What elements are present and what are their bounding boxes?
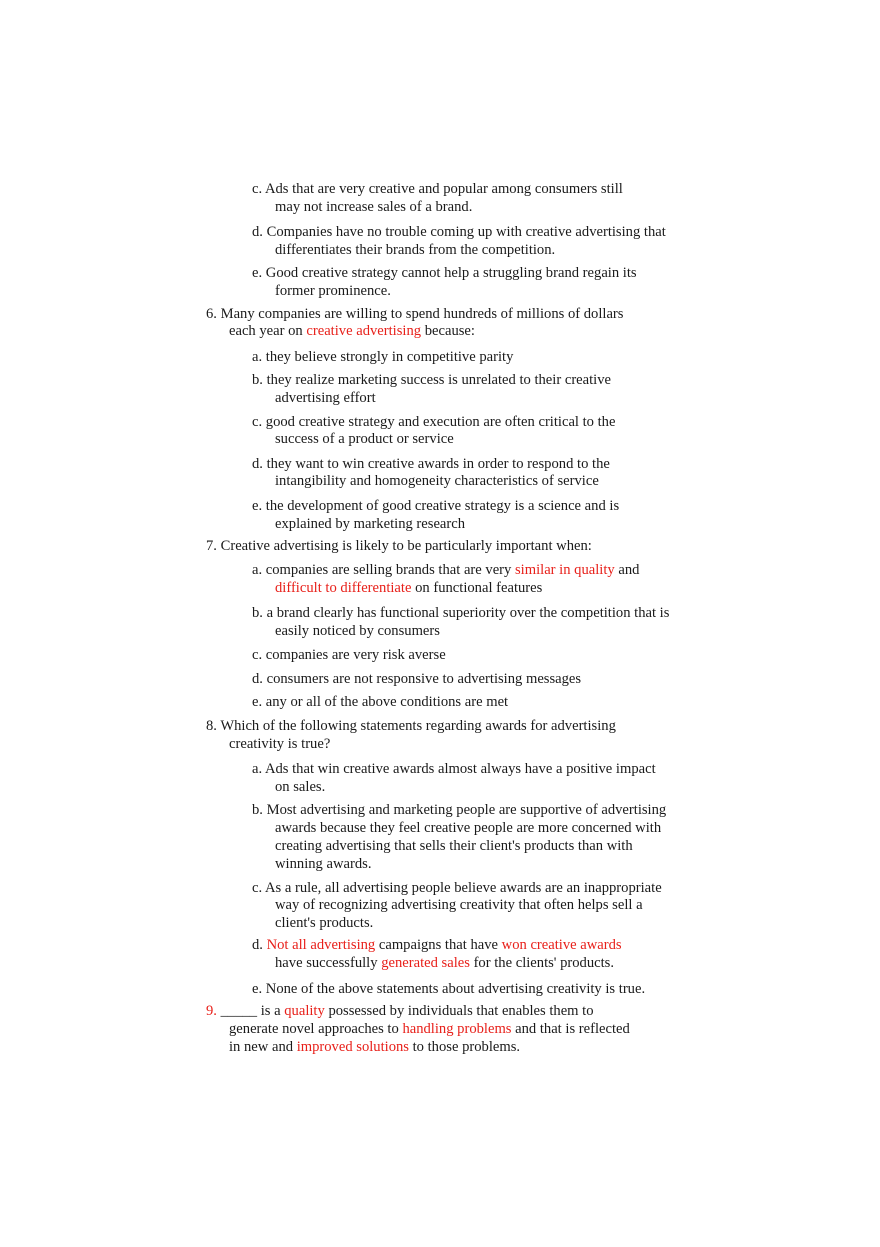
text-line: [252, 936, 622, 954]
text-line: [252, 670, 581, 688]
text-segment: each year on: [229, 323, 307, 339]
text-segment: d. consumers are not responsive to advertising messages: [252, 671, 582, 687]
text-line: [206, 717, 616, 735]
text-segment: b. a brand clearly has functional superiority over the competition that is: [252, 605, 670, 621]
highlighted-text: Not all advertising: [266, 937, 376, 953]
text-line: [252, 561, 639, 579]
text-line: [275, 430, 454, 448]
text-segment: intangibility and homogeneity characteristics of service: [275, 473, 599, 489]
text-line: [275, 896, 643, 914]
text-line: [252, 760, 656, 778]
text-line: [252, 180, 623, 198]
highlighted-text: handling problems: [402, 1021, 512, 1037]
highlighted-text: quality: [284, 1003, 325, 1019]
text-line: [275, 282, 391, 300]
text-segment: 7. Creative advertising is likely to be particularly important when:: [206, 538, 592, 554]
highlighted-text: difficult to differentiate: [275, 580, 412, 596]
highlighted-text: generated sales: [381, 955, 470, 971]
text-line: [275, 472, 599, 490]
text-line: [275, 389, 376, 407]
text-segment: c. good creative strategy and execution are often critical to the: [252, 414, 616, 430]
text-segment: e. the development of good creative strategy is a science and is: [252, 498, 620, 514]
text-segment: to those problems.: [408, 1039, 521, 1055]
text-line: [252, 223, 666, 241]
text-segment: d. they want to win creative awards in order to respond to the: [252, 456, 610, 472]
text-segment: e. any or all of the above conditions are met: [252, 694, 509, 710]
highlighted-text: creative advertising: [306, 323, 422, 339]
text-line: [206, 1002, 594, 1020]
text-line: [275, 579, 542, 597]
text-segment: b. they realize marketing success is unrelated to their creative: [252, 372, 612, 388]
text-segment: in new and: [229, 1039, 297, 1055]
text-line: [206, 537, 592, 555]
text-segment: advertising effort: [275, 390, 376, 406]
text-line: [275, 778, 325, 796]
text-segment: c. companies are very risk averse: [252, 647, 446, 663]
text-segment: c. Ads that are very creative and popular among consumers still: [252, 181, 623, 197]
text-line: [252, 497, 619, 515]
text-line: [275, 515, 465, 533]
text-line: [275, 914, 373, 932]
text-line: [252, 264, 637, 282]
text-line: [275, 241, 555, 259]
text-segment: way of recognizing advertising creativity that often helps sell a: [275, 897, 643, 913]
text-line: [252, 801, 666, 819]
text-line: [206, 305, 623, 323]
highlighted-text: improved solutions: [296, 1039, 409, 1055]
text-segment: and that is reflected: [511, 1021, 630, 1037]
text-segment: for the clients' products.: [469, 955, 614, 971]
text-line: [252, 455, 610, 473]
text-segment: differentiates their brands from the competition.: [275, 242, 556, 258]
text-segment: awards because they feel creative people are more concerned with: [275, 820, 662, 836]
text-line: [252, 604, 669, 622]
text-line: [275, 837, 633, 855]
text-line: [252, 371, 611, 389]
highlighted-text: similar in quality: [515, 562, 615, 578]
text-segment: may not increase sales of a brand.: [275, 199, 473, 215]
text-line: [229, 322, 475, 340]
text-segment: a. Ads that win creative awards almost always have a positive impact: [252, 761, 656, 777]
text-segment: c. As a rule, all advertising people believe awards are an inappropriate: [252, 880, 662, 896]
text-segment: success of a product or service: [275, 431, 454, 447]
text-line: [252, 413, 615, 431]
text-segment: 6. Many companies are willing to spend hundreds of millions of dollars: [206, 306, 624, 322]
text-segment: on sales.: [275, 779, 326, 795]
text-segment: easily noticed by consumers: [275, 623, 440, 639]
text-line: [252, 348, 513, 366]
text-segment: 8. Which of the following statements regarding awards for advertising: [206, 718, 616, 734]
text-line: [252, 980, 645, 998]
text-line: [229, 1038, 520, 1056]
text-line: [252, 646, 446, 664]
text-segment: have successfully: [275, 955, 382, 971]
text-segment: _____ is a: [216, 1003, 285, 1019]
text-line: [252, 693, 508, 711]
text-line: [275, 198, 472, 216]
text-line: [252, 879, 662, 897]
text-line: [229, 1020, 630, 1038]
text-segment: on functional features: [411, 580, 543, 596]
text-segment: d.: [252, 937, 267, 953]
text-segment: and: [614, 562, 640, 578]
highlighted-text: 9.: [206, 1003, 217, 1019]
highlighted-text: won creative awards: [501, 937, 622, 953]
text-segment: campaigns that have: [375, 937, 502, 953]
text-segment: a. they believe strongly in competitive parity: [252, 349, 514, 365]
text-segment: former prominence.: [275, 283, 391, 299]
text-segment: d. Companies have no trouble coming up with creative advertising that: [252, 224, 666, 240]
text-line: [275, 819, 661, 837]
text-segment: a. companies are selling brands that are very: [252, 562, 515, 578]
text-segment: explained by marketing research: [275, 516, 466, 532]
text-segment: client's products.: [275, 915, 374, 931]
text-segment: b. Most advertising and marketing people are supportive of advertising: [252, 802, 667, 818]
text-segment: winning awards.: [275, 856, 372, 872]
text-segment: possessed by individuals that enables them to: [324, 1003, 594, 1019]
text-line: [275, 622, 440, 640]
text-line: [229, 735, 330, 753]
text-line: [275, 954, 614, 972]
text-line: [275, 855, 371, 873]
text-segment: e. None of the above statements about advertising creativity is true.: [252, 981, 646, 997]
text-segment: creating advertising that sells their client's products than with: [275, 838, 633, 854]
text-segment: because:: [421, 323, 475, 339]
text-segment: creativity is true?: [229, 736, 331, 752]
text-segment: generate novel approaches to: [229, 1021, 403, 1037]
text-segment: e. Good creative strategy cannot help a struggling brand regain its: [252, 265, 637, 281]
